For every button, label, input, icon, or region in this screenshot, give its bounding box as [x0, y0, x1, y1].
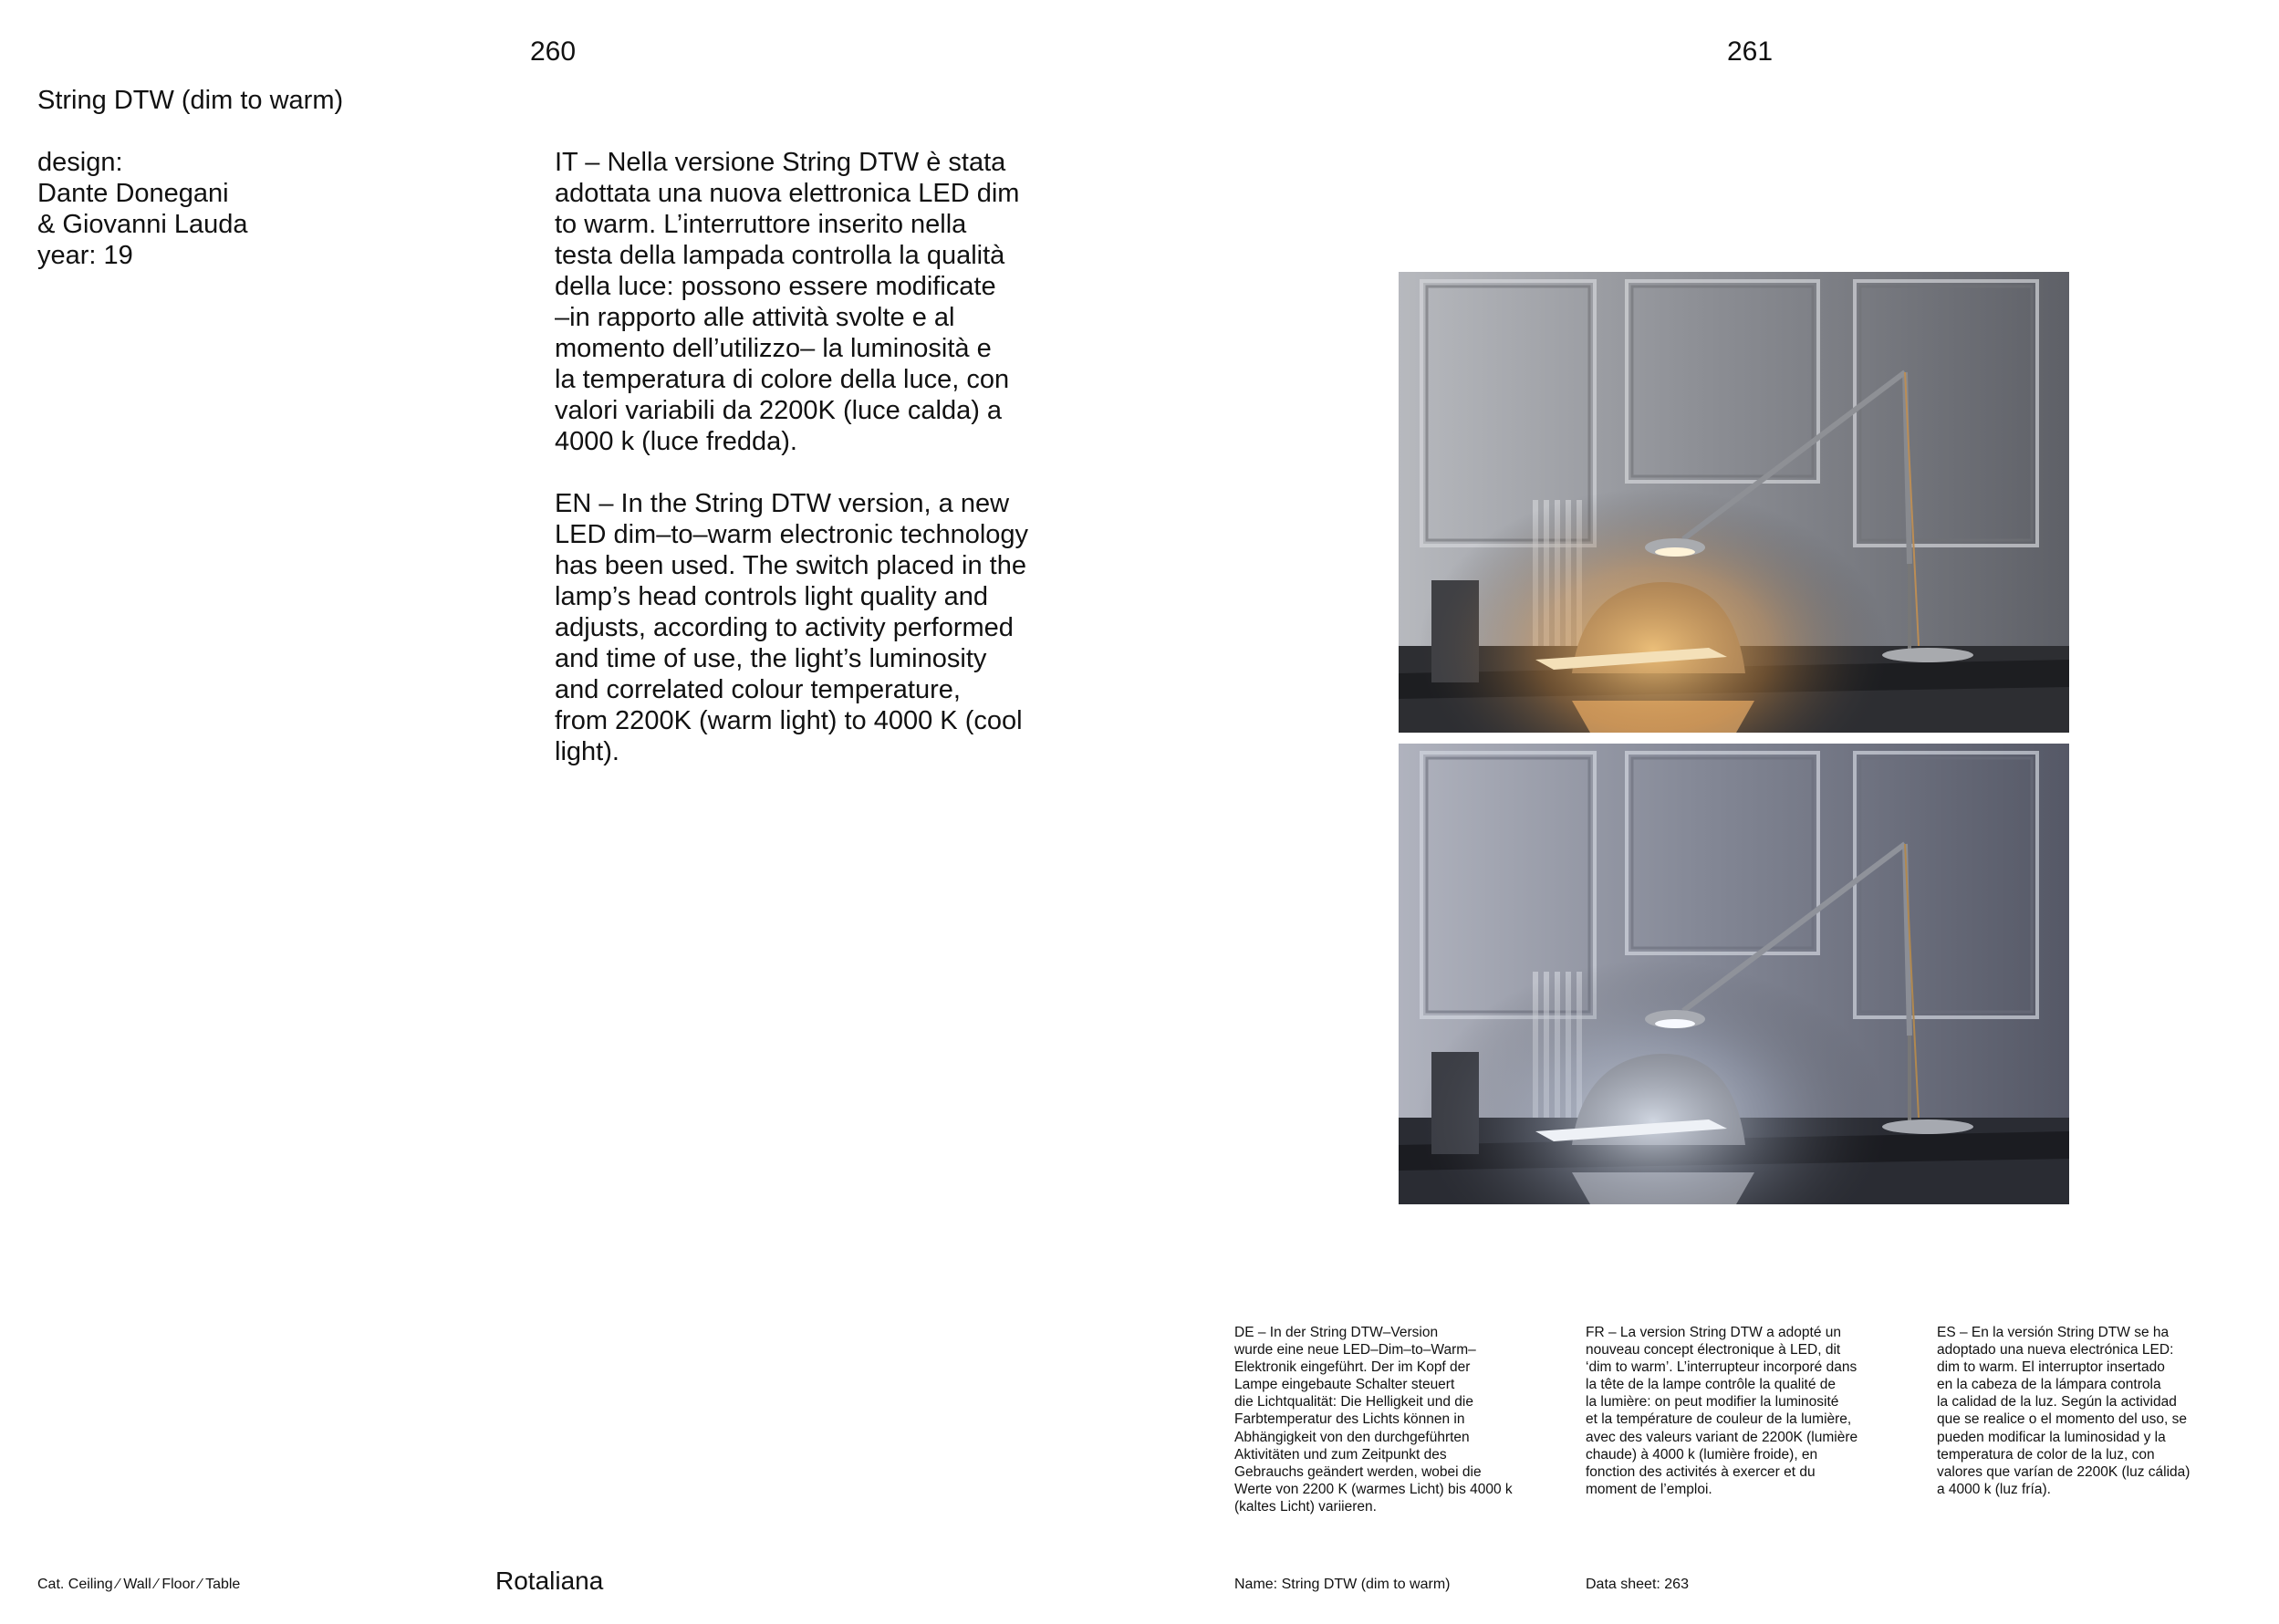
footer-category: Cat. Ceiling ⁄ Wall ⁄ Floor ⁄ Table: [37, 1577, 241, 1592]
text-italian: IT – Nella versione String DTW è stata adottata una nuova elettronica LED dim to warm. L’interruttore inserito nella testa della lampada controlla la qualità della luce: possono essere modificate –in rapporto alle attività svolte e al momento dell’utilizzo– la luminosità e la temperatura di colore della luce, con valori variabili da 2200K (luce calda) a 4000 k (luce fredda).: [555, 148, 1020, 456]
page-number-left: 260: [530, 36, 577, 67]
text-spanish: ES – En la versión String DTW se ha adoptado una nueva electrónica LED: dim to warm. El interruptor insertado en la cabeza de la lámpara controla la calidad de la luz. Según la actividad que se realice o el momento del uso, se pueden modificar la luminosidad y la temperatura de color de la luz, con valores que varían de 2200K (luz cálida) a 4000 k (luz fría).: [1937, 1325, 2191, 1497]
page-number-right: 261: [1727, 36, 1774, 67]
photo-cool-light: [1399, 744, 2069, 1204]
text-english: EN – In the String DTW version, a new LED dim–to–warm electronic technology has been used. The switch placed in the lamp’s head controls light quality and adjusts, according to activity performed and time of use, the light’s luminosity and correlated colour temperature, from 2200K (warm light) to 4000 K (cool light).: [555, 489, 1029, 766]
footer-data-sheet: Data sheet: 263: [1586, 1577, 1689, 1592]
photo-warm-light: [1399, 272, 2069, 733]
description-column: [555, 147, 1139, 767]
footer-product-name: Name: String DTW (dim to warm): [1234, 1577, 1451, 1592]
footer-brand-logo: Rotaliana: [495, 1567, 604, 1595]
text-german: DE – In der String DTW–Version wurde eine neue LED–Dim–to–Warm– Elektronik eingeführt. Der im Kopf der Lampe eingebaute Schalter steuert die Lichtqualität: Die Helligkeit und die Farbtemperatur des Lichts können in Abhängigkeit von den durchgeführten Aktivitäten und zum Zeitpunkt des Gebrauchs geändert werden, wobei die Werte von 2200 K (warmes Licht) bis 4000 k (kaltes Licht) variieren.: [1234, 1325, 1513, 1515]
design-credits: design: Dante Donegani & Giovanni Lauda year: 19: [37, 148, 248, 270]
text-french: FR – La version String DTW a adopté un nouveau concept électronique à LED, dit ‘dim to warm’. L’interrupteur incorporé dans la tête de la lampe contrôle la qualité de la lumière: on peut modifier la luminosité et la température de couleur de la lumière, avec des valeurs variant de 2200K (lumière chaude) à 4000 k (lumière froide), en fonction des activités à exercer et du moment de l’emploi.: [1586, 1325, 1858, 1497]
product-title: String DTW (dim to warm): [37, 86, 344, 115]
